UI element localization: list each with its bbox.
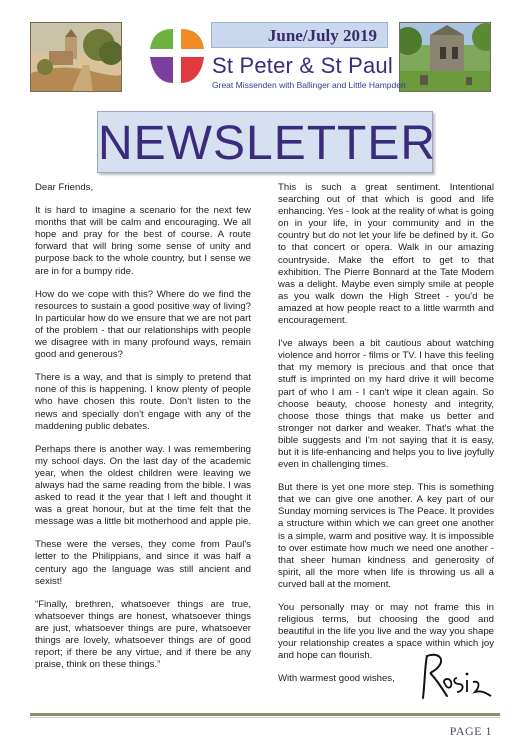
signature-image — [417, 650, 497, 704]
cross-logo-icon — [146, 25, 208, 87]
issue-date: June/July 2019 — [267, 26, 377, 45]
page-number: PAGE 1 — [449, 724, 492, 738]
newsletter-masthead — [97, 111, 437, 173]
masthead-title: NEWSLETTER — [98, 117, 437, 170]
parish-subtitle: Great Missenden with Ballinger and Little Hampden — [212, 80, 406, 90]
paragraph: It is hard to imagine a scenario for the next few months that will be calm and encouraging. We all hope and pray for the best of course. A route forward that will bring some sense of unity and purpose back to the whole country, but I sense we are in for a bumpy ride. — [35, 205, 251, 277]
left-column — [35, 182, 251, 682]
footer-rule — [30, 713, 500, 716]
paragraph: These were the verses, they come from Paul's letter to the Philippians, and since it was half a century ago the language was still ancient and sexist! — [35, 539, 251, 587]
paragraph: Perhaps there is another way. I was remembering my school days. On the last day of the academic year, when the oldest children were leaving we always had the same reading from the bible. I was asked to read it the year that I left and thought it was a great honour, but at the time felt that the message was a little bit motherhood and apple pie. — [35, 443, 251, 528]
sign-off: With warmest good wishes, — [278, 673, 395, 685]
paragraph: You personally may or may not frame this in religious terms, but choosing the good and beautiful in the life you live and the way you shape your relationship creates a space within which joy and hope can flourish. — [278, 602, 494, 662]
paragraph: How do we cope with this? Where do we find the resources to sustain a good positive way of living? In particular how do we ensure that we are not part of the problem - that our relationships with people we disagree with in many profound ways, remain good and generous? — [35, 288, 251, 361]
bible-quote: “Finally, brethren, whatsoever things are true, whatsoever things are honest, whatsoever things are just, whatsoever things are pure, whatsoever things are lovely, whatsoever things are of good report; if there be any virtue, and if there be any praise, think on these things.” — [35, 598, 251, 671]
footer-rule-thin — [30, 717, 500, 718]
right-column — [278, 182, 494, 697]
village-painting-image — [30, 22, 122, 92]
issue-date-box — [211, 22, 388, 48]
paragraph: I've always been a bit cautious about watching violence and horror - films or TV. I have this feeling that my memory is precious and that once that stuff is imprinted on my hard drive it will become part of who I am - I can't wipe it clean again. So choose beauty, choose honesty and integrity, choose those things that make us better and stronger not darker and weaker. That's what the bible suggests and I'm not saying that it is easy, but it is life-enhancing and helps you to live joyfully even in challenging times. — [278, 338, 494, 471]
paragraph: Dear Friends, — [35, 182, 94, 193]
church-photo-image — [399, 22, 491, 92]
parish-name: St Peter & St Paul — [212, 53, 393, 78]
paragraph: This is such a great sentiment. Intentional searching out of that which is good and life enhancing. Yes - look at the reality of what is going on in your life, in your community and in the country but do not let your life be defined by it. Go to that concert or opera. Walk in our amazing countryside. Make the effort to get to that exhibition. The Pierre Bonnard at the Tate Modern was a delight. Maybe even simply smile at people as you walk down the High Street - you'd be amazed at how people react to a little warmth and encouragement. — [278, 182, 494, 327]
paragraph: There is a way, and that is simply to pretend that none of this is happening. I know plenty of people who have chosen this route. Don't listen to the news and specially don't engage with any of the maddening public debates. — [35, 372, 251, 432]
paragraph: But there is yet one more step. This is something that we can give one another. A key part of our Sunday morning services is The Peace. It provides a structure within which we can greet one another is a simple, warm and positive way. It is impossible to over estimate how much we need one another -that sheer human kindness and generosity of spirit, all the more when life is throwing us all a curved ball at the moment. — [278, 482, 494, 590]
